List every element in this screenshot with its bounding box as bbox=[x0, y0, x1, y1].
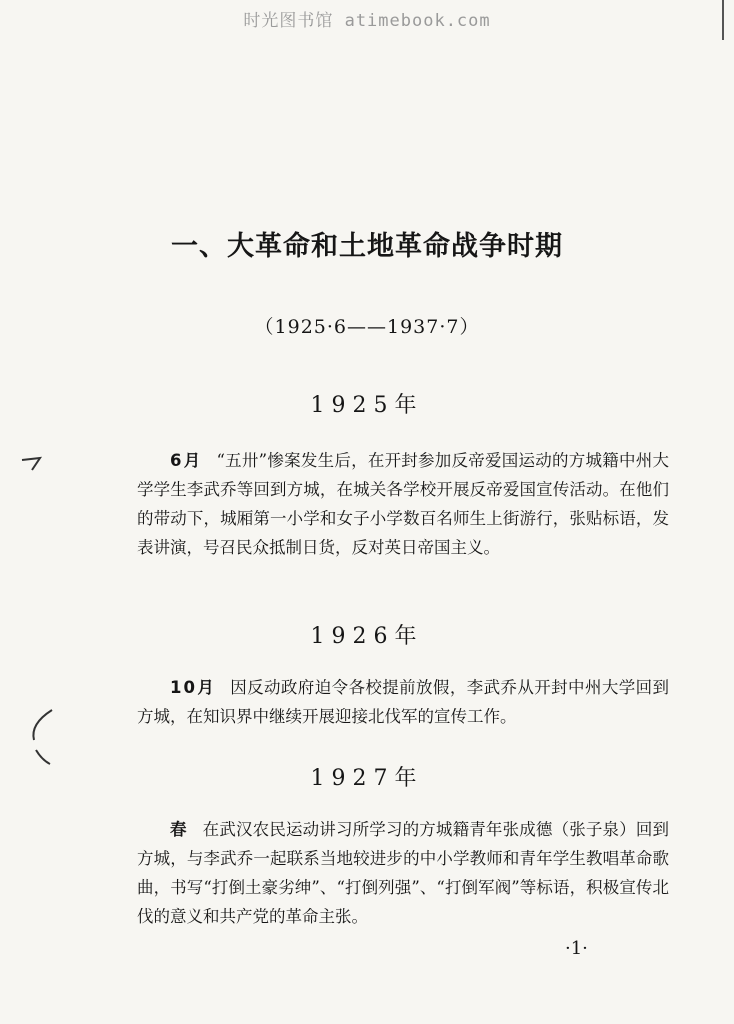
entry-label: 6月 bbox=[170, 451, 203, 470]
year-heading-1926: 1926年 bbox=[310, 624, 424, 649]
entry-label: 春 bbox=[170, 820, 189, 839]
entry-label: 10月 bbox=[170, 678, 217, 697]
page-number: ·1· bbox=[565, 938, 588, 959]
date-range: （1925·6——1937·7） bbox=[254, 316, 480, 338]
entry-1927 bbox=[137, 815, 669, 931]
year-heading-1927: 1927年 bbox=[310, 766, 424, 791]
entry-text: 在武汉农民运动讲习所学习的方城籍青年张成德（张子泉）回到方城，与李武乔一起联系当地较进步的中小学教师和青年学生教唱革命歌曲，书写“打倒土豪劣绅”、“打倒列强”、“打倒军阀”等标语，积极宣传北伐的意义和共产党的革命主张。 bbox=[137, 820, 670, 926]
watermark: 时光图书馆 atimebook.com bbox=[243, 11, 491, 31]
entry-text: “五卅”惨案发生后，在开封参加反帝爱国运动的方城籍中州大学学生李武乔等回到方城，在城关各学校开展反帝爱国宣传活动。在他们的带动下，城厢第一小学和女子小学数百名师生上街游行，张贴标语，发表讲演，号召民众抵制日货，反对英日帝国主义。 bbox=[137, 451, 670, 557]
entry-1926 bbox=[137, 673, 669, 731]
entry-text: 因反动政府迫令各校提前放假，李武乔从开封中州大学回到方城，在知识界中继续开展迎接北伐军的宣传工作。 bbox=[137, 678, 670, 726]
entry-1925 bbox=[137, 446, 669, 562]
margin-bracket bbox=[22, 700, 62, 770]
chapter-title: 一、大革命和土地革命战争时期 bbox=[171, 231, 563, 262]
year-heading-1925: 1925年 bbox=[310, 393, 424, 418]
margin-scribble bbox=[18, 450, 48, 480]
